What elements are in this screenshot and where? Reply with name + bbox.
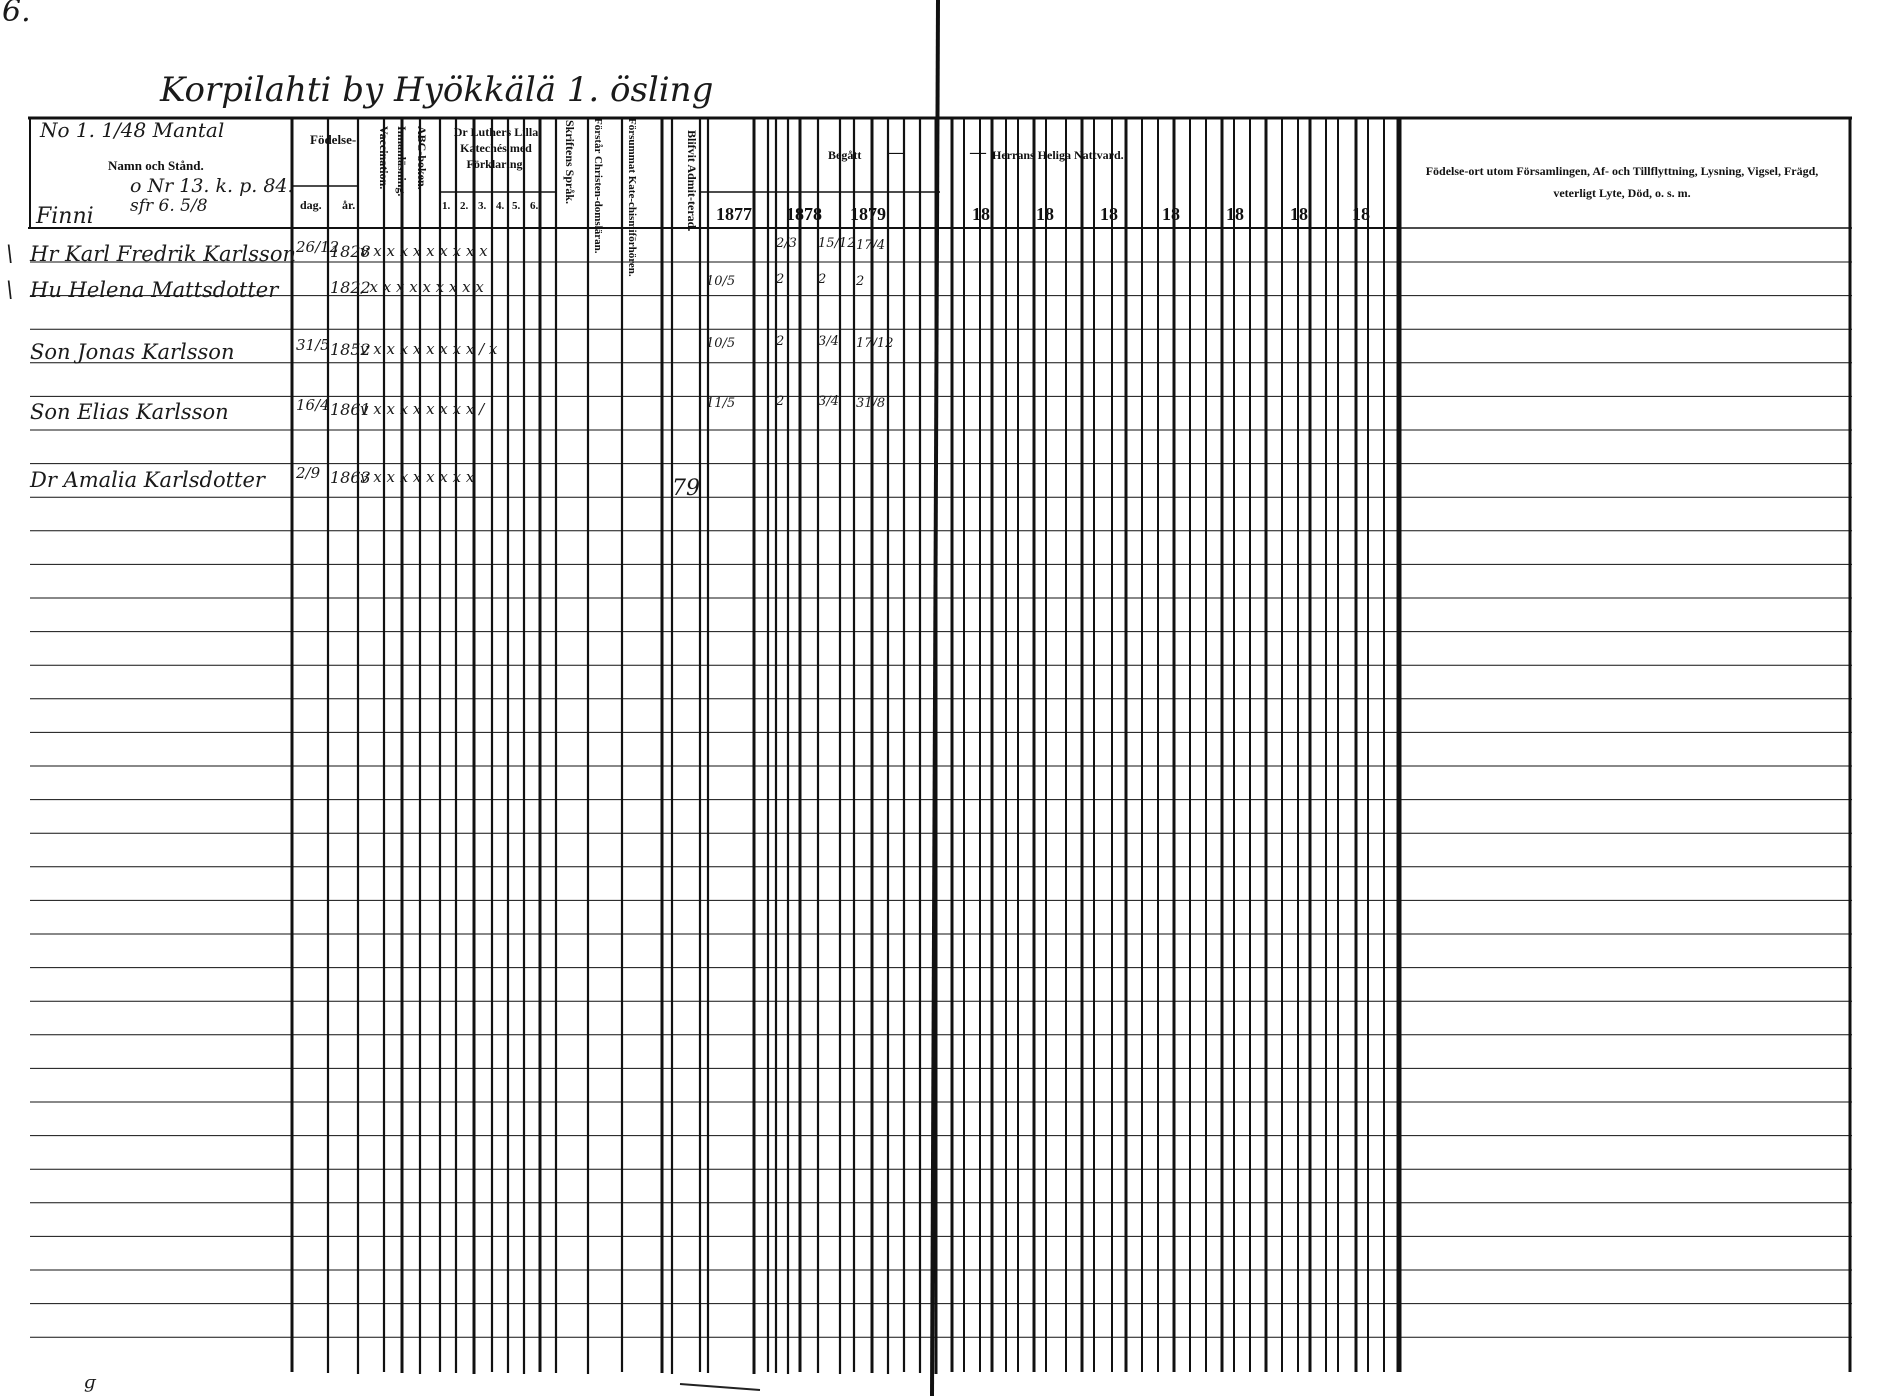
year-right-7: 18 <box>1352 204 1370 224</box>
header-vaccination: Vaccination. <box>377 126 391 190</box>
catechism-col-4: 4. <box>496 200 505 212</box>
header-communion-left: Begått <box>828 148 862 162</box>
check-mark: \ <box>6 242 14 267</box>
person-name: Son Jonas Karlsson <box>30 340 235 364</box>
catechism-col-3: 3. <box>478 200 487 212</box>
communion-1878a: 2 <box>776 272 785 287</box>
person-name: Hu Helena Mattsdotter <box>30 278 279 302</box>
birth-year: 1828 <box>330 242 371 261</box>
communion-1877: 11/5 <box>706 396 736 411</box>
communion-1878a: 2 <box>776 394 785 409</box>
communion-1877: 10/5 <box>706 274 736 289</box>
year-left-1: 1877 <box>716 204 752 224</box>
catechism-col-6: 6. <box>530 200 539 212</box>
birth-day: 2/9 <box>296 464 321 482</box>
footer-mark: ɡ <box>84 1372 96 1393</box>
header-understands: Förstår Christen-domsläran. <box>592 118 604 254</box>
year-right-2: 18 <box>1036 204 1054 224</box>
header-catechism: Dr Luthers Lilla Katechés med Förklaring. <box>453 125 539 171</box>
communion-1878a: 2 <box>776 334 785 349</box>
header-communion-right: Herrans Heliga Nattvard. <box>992 148 1124 162</box>
person-name: Son Elias Karlsson <box>30 400 229 424</box>
header-admitted: Blifvit Admit-terad. <box>685 130 699 232</box>
header-remarks: Födelse-ort utom Församlingen, Af- och Tillflyttning, Lysning, Vigsel, Frägd, veterligt Lyte, Död, o. s. m. <box>1425 164 1819 200</box>
year-left-2: 1878 <box>786 204 822 224</box>
year-right-3: 18 <box>1100 204 1118 224</box>
year-right-4: 18 <box>1162 204 1180 224</box>
check-mark: \ <box>6 278 14 303</box>
place-heading: Korpilahti by Hyökkälä 1. ösling <box>160 70 714 110</box>
header-neglected: Försummat Kate-chismiförhören. <box>626 118 638 277</box>
header-dash-right: — <box>970 144 986 161</box>
birth-year: 1863 <box>330 468 371 487</box>
communion-1878b: 3/4 <box>818 334 839 349</box>
header-abc: ABC-boken. <box>415 126 429 190</box>
communion-1878b: 2 <box>818 272 827 287</box>
birth-day: 16/4 <box>296 396 330 414</box>
communion-1877: 10/5 <box>706 336 736 351</box>
crofter-note: Finni <box>36 204 94 229</box>
communion-1878a: 2/3 <box>776 236 797 251</box>
header-reading: Innanläsning. <box>395 126 409 197</box>
header-birth: Födelse- <box>310 132 357 147</box>
household-number: No 1. 1/48 Mantal <box>40 118 225 142</box>
catechism-col-2: 2. <box>460 200 469 212</box>
person-name: Dr Amalia Karlsdotter <box>30 468 265 492</box>
header-birth-year: år. <box>342 198 356 212</box>
communion-1878b: 15/12 <box>818 236 856 251</box>
header-birth-day: dag. <box>300 198 322 212</box>
communion-1879: 17/12 <box>856 336 894 351</box>
birth-day: 31/5 <box>296 336 330 354</box>
record-marks: v x x x x x x x x / x <box>360 340 498 358</box>
year-right-6: 18 <box>1290 204 1308 224</box>
header-scripture: Skriftens Språk. <box>563 120 577 205</box>
year-right-5: 18 <box>1226 204 1244 224</box>
page-number: 6. <box>2 0 31 29</box>
birth-year: 1822 <box>330 278 371 297</box>
communion-1879: 31/8 <box>856 396 886 411</box>
communion-1879: 2 <box>856 274 865 289</box>
communion-1879: 17/4 <box>856 238 886 253</box>
person-name: Hr Karl Fredrik Karlsson <box>30 242 296 266</box>
year-left-3: 1879 <box>850 204 886 224</box>
catechism-col-5: 5. <box>512 200 521 212</box>
birth-year: 1852 <box>330 340 371 359</box>
ruled-grid <box>28 118 1852 1374</box>
header-dash-left: — <box>888 144 904 161</box>
communion-1878b: 3/4 <box>818 394 839 409</box>
record-marks: v x x x x x x x x / <box>360 400 485 418</box>
year-right-1: 18 <box>972 204 990 224</box>
birth-day: 26/12 <box>296 238 340 256</box>
catechism-col-1: 1. <box>442 200 451 212</box>
household-note-1: o Nr 13. k. p. 84. <box>130 175 294 197</box>
household-note-2: sfr 6. 5/8 <box>130 196 208 216</box>
header-name: Namn och Stånd. <box>108 158 204 173</box>
admitted-year: 79 <box>672 476 700 501</box>
bottom-edge-line <box>680 1384 760 1390</box>
record-marks: v x x x x x x x x x <box>360 242 488 260</box>
birth-year: 1861 <box>330 400 371 419</box>
record-marks: , x x x x x x x x x <box>360 278 484 296</box>
record-marks: v x x x x x x x x <box>360 468 475 486</box>
